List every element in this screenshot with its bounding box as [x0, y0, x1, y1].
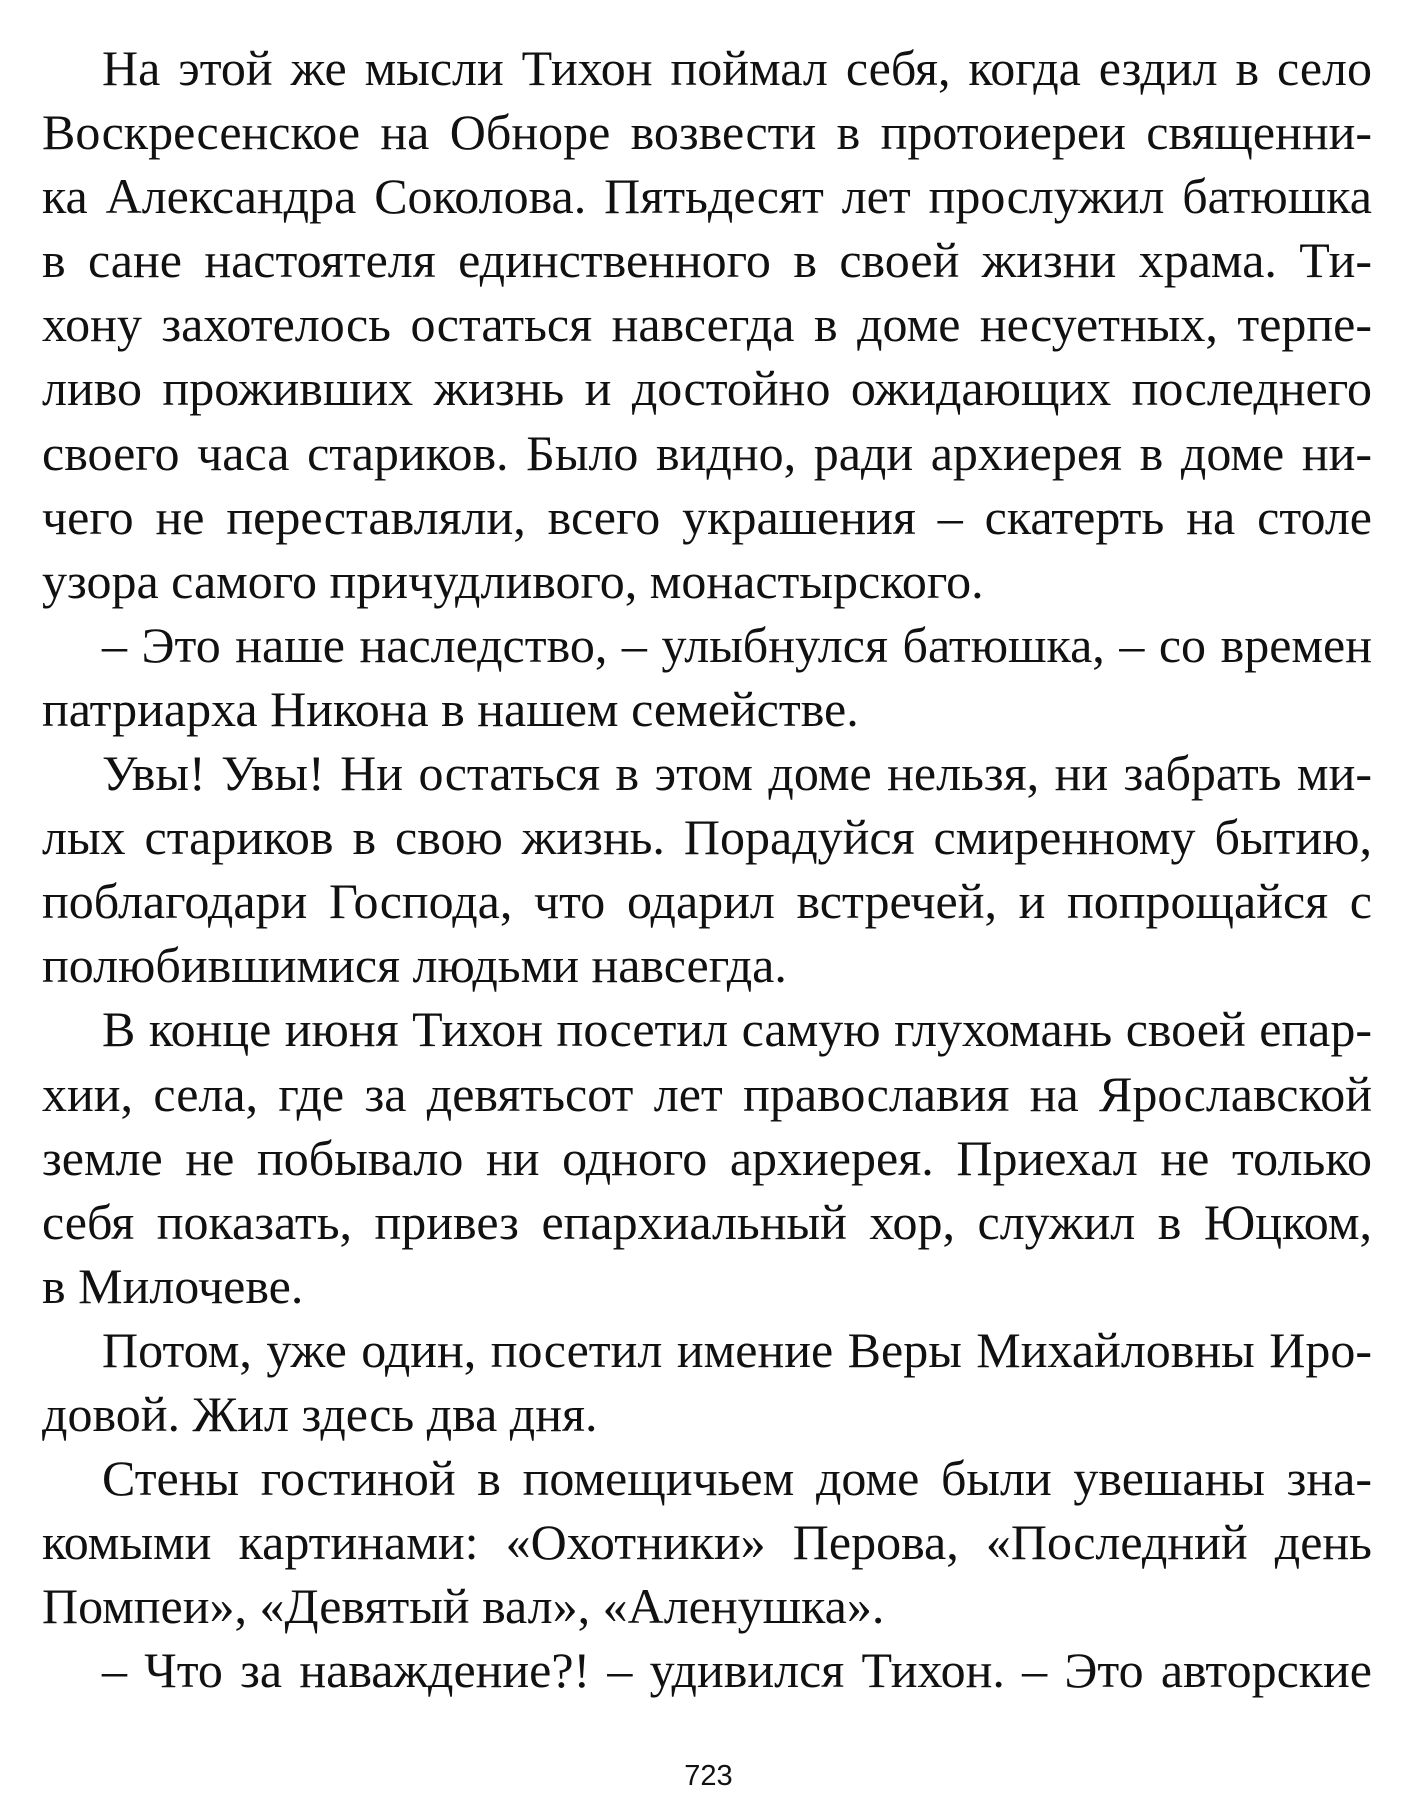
text-line: – Это наше наследство, – улыбнулся батюшка, – со времен — [102, 616, 1372, 673]
text-line: Потом, уже один, посетил имение Веры Михайловны Иро- — [102, 1321, 1372, 1378]
text-line: поблагодари Господа, что одарил встречей, и попрощайся с — [42, 873, 1372, 930]
text-line: себя показать, привез епархиальный хор, служил в Юцком, — [42, 1193, 1372, 1250]
page-number: 723 — [684, 1760, 733, 1792]
text-line: ка Александра Соколова. Пятьдесят лет прослужил батюшка — [42, 168, 1372, 225]
text-line: узора самого причудливого, монастырского. — [42, 552, 984, 609]
text-line: Стены гостиной в помещичьем доме были увешаны зна- — [102, 1450, 1372, 1507]
text-line: полюбившимися людьми навсегда. — [42, 937, 787, 994]
text-line: В конце июня Тихон посетил самую глухомань своей епар- — [102, 1001, 1372, 1058]
text-line: Увы! Увы! Ни остаться в этом доме нельзя, ни забрать ми- — [102, 745, 1372, 802]
text-line: Помпеи», «Девятый вал», «Аленушка». — [42, 1578, 885, 1635]
text-line: лых стариков в свою жизнь. Порадуйся смиренному бытию, — [42, 809, 1372, 866]
text-line: ливо проживших жизнь и достойно ожидающих последнего — [42, 360, 1372, 417]
text-line: в сане настоятеля единственного в своей жизни храма. Ти- — [42, 232, 1372, 289]
text-line: патриарха Никона в нашем семействе. — [42, 680, 859, 737]
text-line: земле не побывало ни одного архиерея. Приехал не только — [42, 1129, 1372, 1186]
text-line: Воскресенское на Обноре возвести в протоиереи священни- — [42, 104, 1372, 161]
body-text — [42, 36, 1372, 1702]
text-line: чего не переставляли, всего украшения – скатерть на столе — [42, 488, 1372, 545]
text-line: в Милочеве. — [42, 1257, 304, 1314]
text-line: хии, села, где за девятьсот лет православия на Ярославской — [42, 1065, 1372, 1122]
text-line: довой. Жил здесь два дня. — [42, 1385, 598, 1442]
text-line: комыми картинами: «Охотники» Перова, «Последний день — [42, 1514, 1372, 1571]
text-line: На этой же мысли Тихон поймал себя, когда ездил в село — [102, 40, 1372, 96]
text-line: своего часа стариков. Было видно, ради архиерея в доме ни- — [42, 424, 1372, 481]
text-line: – Что за наваждение?! – удивился Тихон. – Это авторские — [102, 1642, 1372, 1699]
text-line: хону захотелось остаться навсегда в доме несуетных, терпе- — [42, 296, 1372, 353]
